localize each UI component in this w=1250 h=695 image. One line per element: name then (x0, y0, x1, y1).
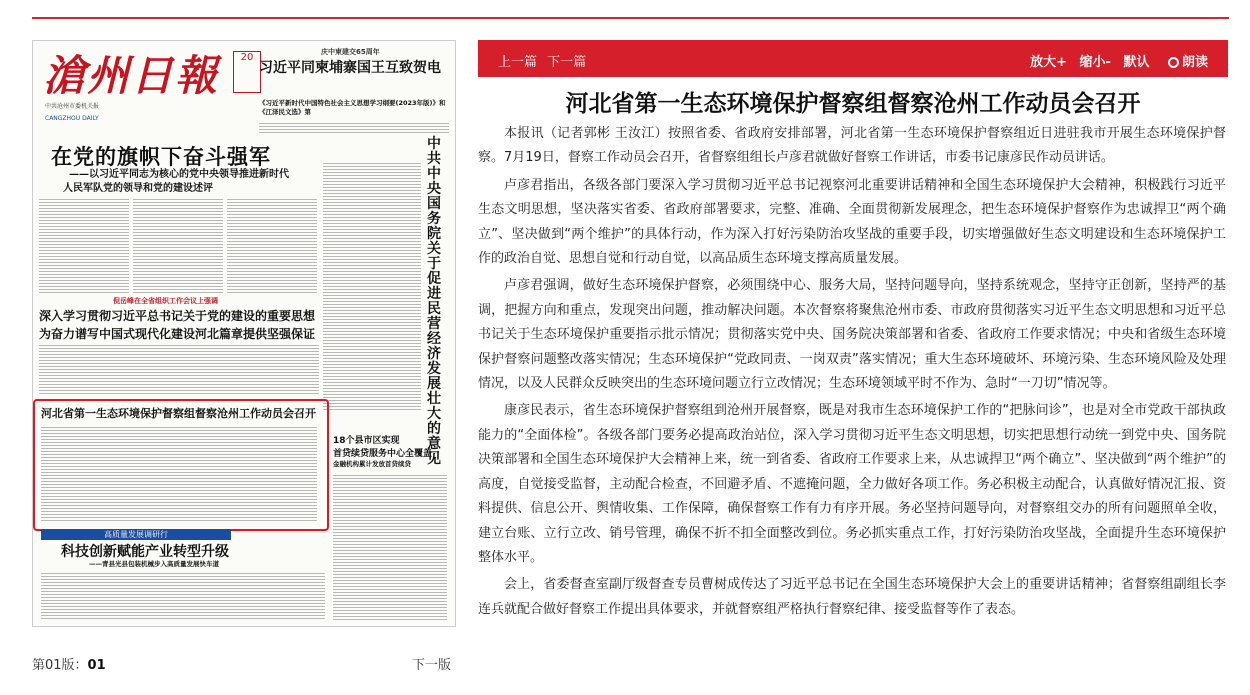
read-aloud-button[interactable] (1162, 55, 1208, 70)
speaker-icon (1168, 57, 1179, 68)
text-columns (41, 425, 317, 521)
main-subheadline: ——以习近平同志为核心的党中央领导推进新时代 (69, 169, 289, 180)
brief-headline[interactable]: 《习近平新时代中国特色社会主义思想学习纲要(2023年版)》和《江泽民文选》第 (259, 99, 446, 116)
edition-label: 第01版： (32, 658, 88, 673)
highlighted-headline[interactable]: 河北省第一生态环境保护督察组督察沧州工作动员会召开 (41, 407, 316, 420)
reading-controls (1022, 51, 1208, 70)
next-article-link[interactable]: 下一篇 (547, 55, 587, 70)
main-headline[interactable]: 在党的旗帜下奋斗强军 (51, 144, 271, 169)
headline-2a[interactable]: 深入学习贯彻习近平总书记关于党的建设的重要思想 (39, 309, 316, 323)
masthead-subtitle: 中共沧州市委机关报 (45, 103, 100, 110)
date-badge: 20 (233, 51, 261, 93)
text-columns (41, 571, 325, 621)
vertical-headline[interactable]: 中共中央国务院关于促进民营经济发展壮大的意见 (427, 136, 441, 467)
masthead (37, 43, 237, 122)
article-nav (498, 51, 592, 70)
article-paragraph: 卢彦君强调，做好生态环境保护督察，必须围绕中心、服务大局，坚持问题导向，坚持系统观念，坚持守正创新，坚持严的基调，把握方向和重点，发现突出问题，推动解决问题。本次督察将聚焦沧州市委、市政府贯彻落实习近平生态文明思想和习近平总书记关于生态环境保护重要指示批示情况；贯彻落实党中央、国务院决策部署和省委、省政府工作要求情况；中央和省级生态环境保护督察问题整改落实情况；生态环境保护“党政同责、一岗双责”落实情况；重大生态环境破坏、环境污染、生态环境风险及处理情况，以及人民群众反映突出的生态环境问题立行立改情况；生态环境领域平时不作为、急时“一刀切”情况等。 (478, 278, 1226, 392)
edition-indicator (32, 654, 106, 673)
headline-3-sub: ——青县光县包装机械步入高质量发展快车道 (89, 560, 219, 568)
text-columns (259, 121, 449, 133)
article-paragraph: 卢彦君指出，各级各部门要深入学习贯彻习近平总书记视察河北重要讲话精神和全国生态环境保护大会精神，积极践行习近平生态文明思想，坚决落实省委、省政府部署要求，完整、准确、全面贯彻新发展理念，把生态环境保护督察作为忠诚捍卫“两个确立”、坚决做到“两个维护”的具体行动，作为深入打好污染防治攻坚战的重要手段，切实增强做好生态文明建设和生态环境保护工作的政治自觉、思想自觉和行动自觉，以高品质生态环境支撑高质量发展。 (478, 177, 1226, 267)
text-columns (227, 197, 317, 293)
text-columns (133, 197, 223, 293)
zoom-out-button[interactable]: 缩小- (1079, 55, 1111, 70)
side-headline-2[interactable]: 首贷续贷服务中心全覆盖 (333, 449, 433, 459)
read-aloud-label: 朗读 (1181, 55, 1208, 70)
section-band: 高质量发展调研行 (41, 529, 231, 540)
lead-headline[interactable]: 习近平同柬埔寨国王互致贺电 (259, 60, 441, 76)
zoom-in-button[interactable]: 放大+ (1030, 55, 1067, 70)
side-subheadline: 金融机构累计发放首贷续贷 (333, 460, 411, 468)
top-red-rule (32, 17, 1229, 19)
article-paragraph: 会上，省委督查室副厅级督查专员曹树成传达了习近平总书记在全国生态环境保护大会上的重要讲话精神；省督察组副组长李连兵就配合做好督察工作提出具体要求，并就督察组严格执行督察纪律、接受监督等作了表态。 (478, 577, 1226, 617)
text-columns (323, 161, 421, 411)
default-size-button[interactable]: 默认 (1123, 55, 1150, 70)
main-subheadline-2: 人民军队党的领导和党的建设述评 (63, 183, 213, 194)
article-toolbar (478, 40, 1228, 77)
side-headline[interactable]: 18个县市区实现 (333, 436, 400, 446)
edition-value: 01 (87, 658, 106, 673)
article-paragraph: 康彦民表示，省生态环境保护督察组到沧州开展督察，既是对我市生态环境保护工作的“把脉问诊”，也是对全市党政干部执政能力的“全面体检”。各级各部门要务必提高政治站位，深入学习贯彻习近平生态文明思想，切实把思想行动统一到党中央、国务院决策部署和全国生态环境保护大会精神上来，统一到省委、省政府工作要求上来，从忠诚捍卫“两个确立”、坚决做到“两个维护”的高度，自觉接受监督，主动配合检查，不回避矛盾、不遮掩问题，全力做好各项工作。务必积极主动配合，认真做好情况汇报、资料提供、信息公开、舆情收集、工作保障，确保督察工作有力有序开展。务必坚持问题导向，对督察组交办的所有问题照单全收，建立台账、立行立改、销号管理，确保不折不扣全面整改到位。务必抓实重点工作，打好污染防治攻坚战，全面提升生态环境保护整体水平。 (478, 403, 1226, 565)
text-columns (39, 197, 129, 293)
next-edition-link[interactable]: 下一版 (412, 658, 452, 673)
lead-kicker: 庆中柬建交65周年 (321, 48, 380, 56)
headline-3[interactable]: 科技创新赋能产业转型升级 (61, 544, 229, 560)
text-columns (39, 343, 319, 395)
article-paragraph: 本报讯（记者郭彬 王汝江）按照省委、省政府安排部署，河北省第一生态环境保护督察组近日进驻我市开展生态环境保护督察。7月19日，督察工作动员会召开，省督察组组长卢彦君就做好督察工作讲话，市委书记康彦民作动员讲话。 (478, 126, 1226, 166)
kicker-2: 倪岳峰在全省组织工作会议上强调 (113, 297, 218, 305)
article-title: 河北省第一生态环境保护督察组督察沧州工作动员会召开 (565, 91, 1141, 117)
prev-article-link[interactable]: 上一篇 (498, 55, 538, 70)
text-columns (333, 473, 447, 621)
masthead-english: CANGZHOU DAILY (45, 115, 99, 122)
newspaper-page-thumbnail[interactable] (32, 40, 456, 627)
headline-2b[interactable]: 为奋力谱写中国式现代化建设河北篇章提供坚强保证 (39, 327, 316, 341)
masthead-logo: 滄州日報 (43, 51, 220, 100)
article-body (478, 122, 1226, 625)
